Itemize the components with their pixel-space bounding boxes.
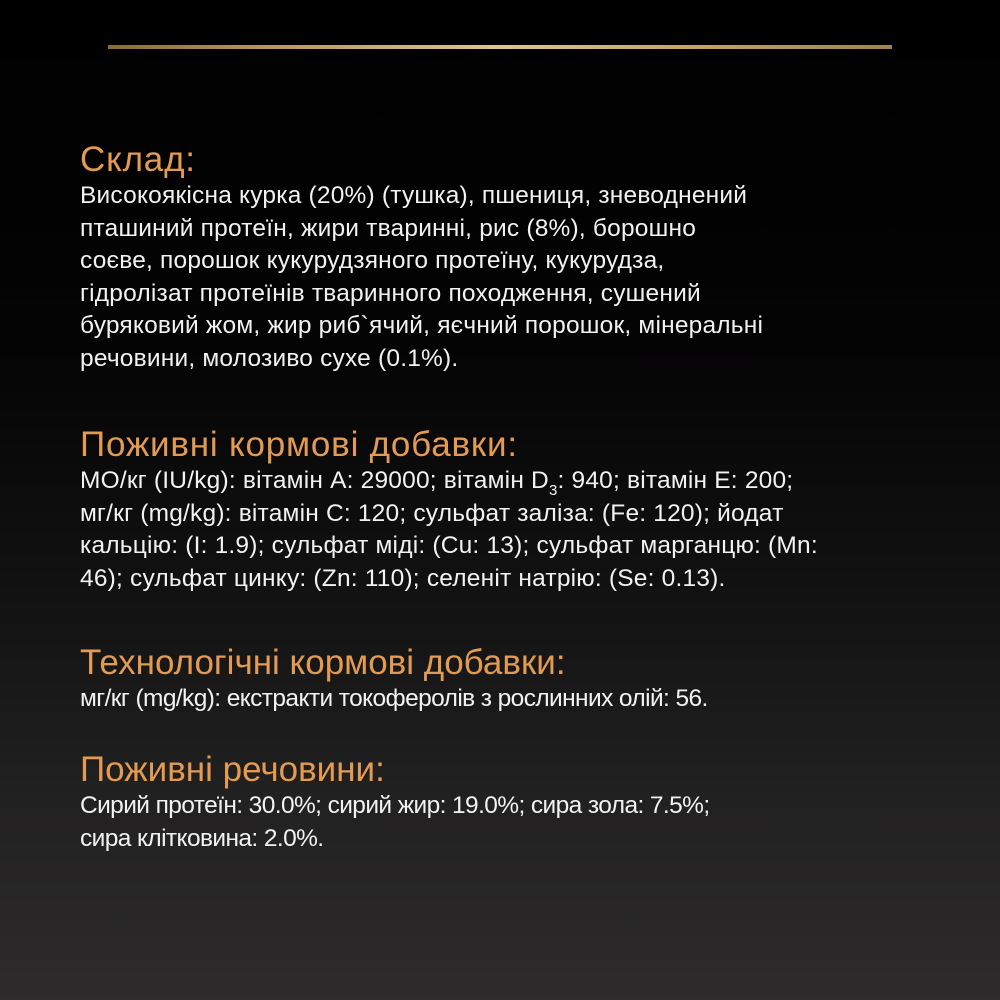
additives-line: 46); сульфат цинку: (Zn: 110); селеніт натрію: (Se: 0.13). <box>80 564 726 592</box>
section-title-nutritional-additives: Поживні кормові добавки: <box>80 425 518 464</box>
gold-divider-line <box>108 45 892 49</box>
composition-line: буряковий жом, жир риб`ячий, яєчний порошок, мінеральні <box>80 312 764 339</box>
section-nutritional-additives <box>80 425 818 595</box>
nutritional-additives-text <box>80 465 818 595</box>
composition-line: соєве, порошок кукурудзяного протеїну, кукурудза, <box>80 247 665 274</box>
additives-line: мг/кг (mg/kg): вітамін С: 120; сульфат заліза: (Fe: 120); йодат <box>80 499 784 527</box>
subscript-3: 3 <box>548 482 558 499</box>
section-analytical-constituents <box>80 750 710 855</box>
analytical-constituents-text <box>80 790 710 855</box>
section-technological-additives <box>80 643 708 716</box>
section-composition <box>80 140 763 375</box>
additives-line-vitamins-iu: МО/кг (IU/kg): вітамін А: 29000; вітамін $D_3$: 940; вітамін Е: 200; <box>80 467 794 499</box>
technological-additives-text <box>80 683 708 716</box>
composition-text <box>80 180 763 375</box>
section-title-analytical-constituents: Поживні речовини: <box>80 750 385 789</box>
composition-line: пташиний протеїн, жири тваринні, рис (8%), борошно <box>80 214 697 242</box>
analytical-line: сира клітковина: 2.0%. <box>80 824 324 852</box>
section-title-composition: Склад: <box>80 140 196 179</box>
composition-line: гідролізат протеїнів тваринного походження, сушений <box>80 279 701 307</box>
additives-line: кальцію: (I: 1.9); сульфат міді: (Cu: 13); сульфат марганцю: (Mn: <box>80 532 818 559</box>
section-title-technological-additives: Технологічні кормові добавки: <box>80 643 566 682</box>
analytical-line: Сирий протеїн: 30.0%; сирий жир: 19.0%; сира зола: 7.5%; <box>80 792 710 819</box>
composition-line: речовини, молозиво сухе (0.1%). <box>80 344 459 372</box>
composition-line: Високоякісна курка (20%) (тушка), пшениця, зневоднений <box>80 182 748 209</box>
technological-additives-line: мг/кг (mg/kg): екстракти токоферолів з рослинних олій: 56. <box>80 685 708 712</box>
